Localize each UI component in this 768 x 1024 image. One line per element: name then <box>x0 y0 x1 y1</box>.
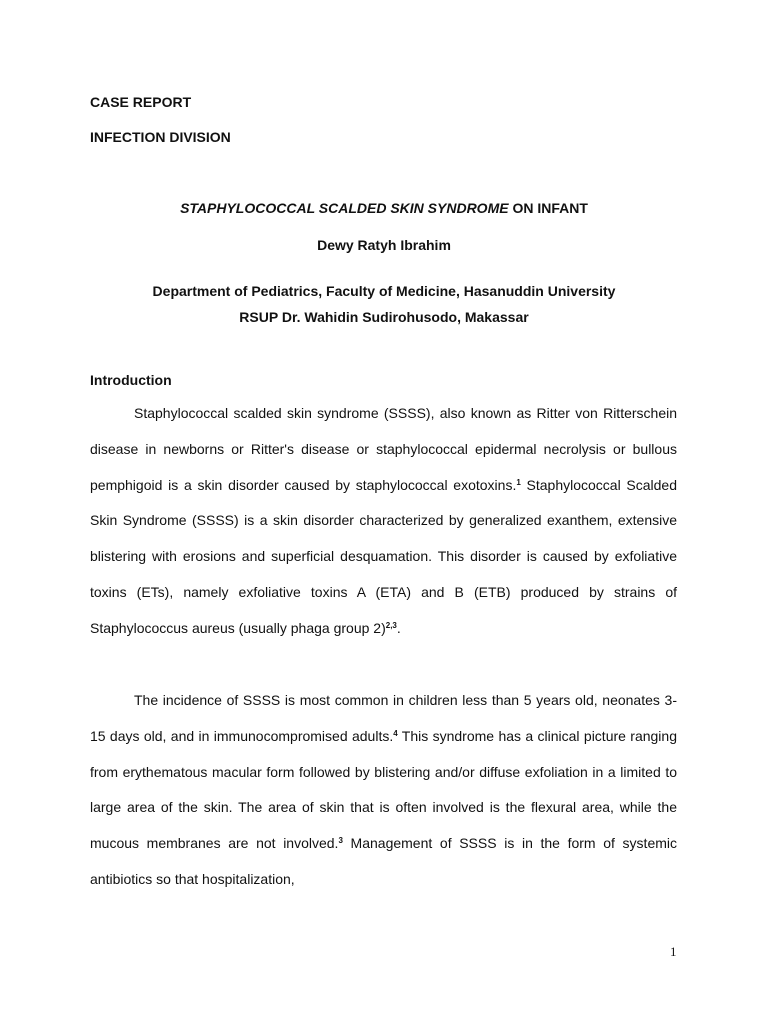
p1-reference-2: 2,3 <box>385 620 397 630</box>
p2-text-3: Management of SSSS is in the form of systemic antibiotics so that hospitalization, <box>90 835 677 887</box>
p1-text-2: Staphylococcal Scalded Skin Syndrome (SSSS) is a skin disorder characterized by generalized exanthem, extensive blistering with erosions and superficial desquamation. This disorder is caused by exfoliative toxins (ETs), namely exfoliative toxins A (ETA) and B (ETB) produced by strains of Staphylococcus aureus (usually phaga group 2) <box>90 476 677 636</box>
p2-reference-2: 3 <box>338 836 343 846</box>
paper-title <box>0 200 768 216</box>
paper-title-plain: ON INFANT <box>508 200 588 216</box>
author-name: Dewy Ratyh Ibrahim <box>317 237 451 253</box>
page-number: 1 <box>670 944 677 959</box>
affiliation-line-1: Department of Pediatrics, Faculty of Medicine, Hasanuddin University <box>152 283 616 299</box>
division-label: INFECTION DIVISION <box>90 129 231 145</box>
paper-title-italic: STAPHYLOCOCCAL SCALDED SKIN SYNDROME <box>180 200 509 216</box>
report-type-label: CASE REPORT <box>90 94 192 110</box>
p1-text-1: Staphylococcal scalded skin syndrome (SSSS), also known as Ritter von Ritterschein disease in newborns or Ritter's disease or staphylococcal epidermal necrolysis or bullous pemphigoid is a skin disorder caused by staphylococcal exotoxins. <box>90 405 677 493</box>
p2-text-1: The incidence of SSSS is most common in children less than 5 years old, neonates 3-15 days old, and in immunocompromised adults. <box>90 692 677 744</box>
p2-reference-1: 4 <box>393 728 398 738</box>
p2-text-2: This syndrome has a clinical picture ranging from erythematous macular form followed by blistering and/or diffuse exfoliation in a limited to large area of the skin. The area of skin that is often involved is the flexural area, while the mucous membranes are not involved. <box>90 727 677 852</box>
p1-reference-1: 1 <box>516 477 521 487</box>
section-heading-introduction: Introduction <box>90 372 172 388</box>
affiliation-line-2: RSUP Dr. Wahidin Sudirohusodo, Makassar <box>239 309 529 325</box>
p1-text-3: . <box>396 619 401 636</box>
intro-paragraph-1 <box>90 396 677 647</box>
intro-paragraph-2 <box>90 683 677 898</box>
